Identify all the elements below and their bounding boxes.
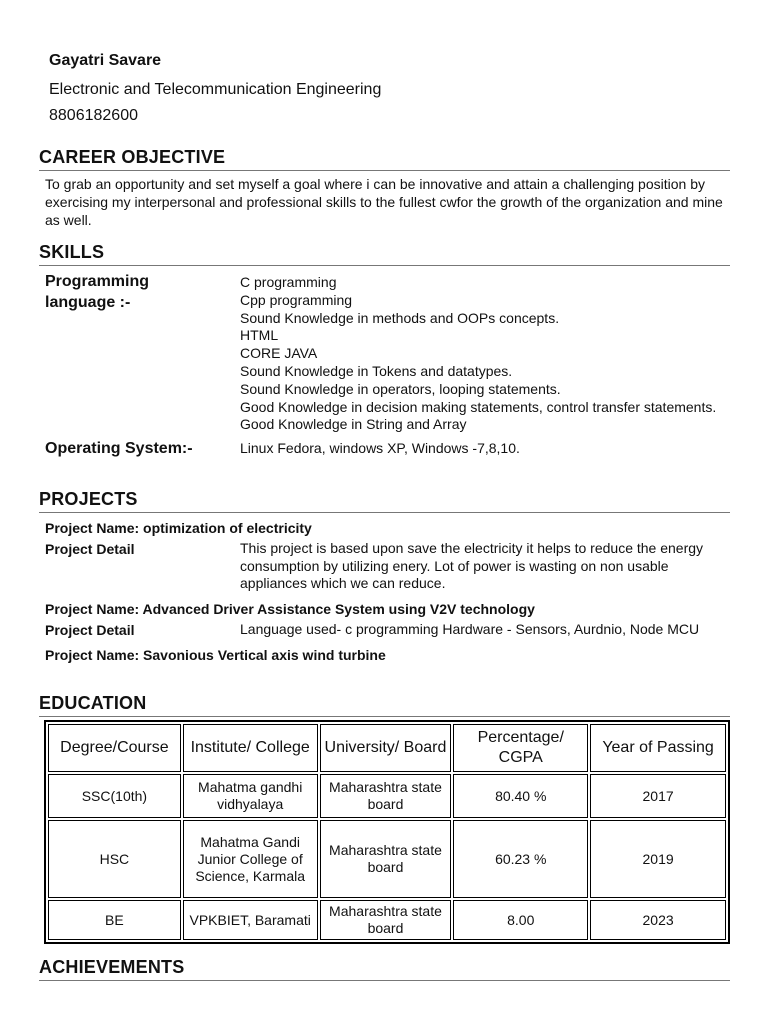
table-cell: BE [48, 900, 181, 940]
candidate-phone: 8806182600 [49, 107, 138, 124]
programming-skills-row [39, 271, 730, 434]
column-header: University/ Board [320, 724, 452, 772]
table-cell: Mahatma gandhi vidhyalaya [183, 774, 318, 818]
achievements-section [39, 956, 730, 981]
skill-item: HTML [240, 327, 279, 344]
table-cell: Maharashtra state board [320, 820, 452, 898]
programming-skill-list [240, 274, 730, 434]
programming-label: Programming language :- [45, 273, 150, 311]
candidate-name: Gayatri Savare [49, 52, 162, 69]
os-value: Linux Fedora, windows XP, Windows -7,8,10. [240, 440, 520, 457]
skill-item: Cpp programming [240, 291, 353, 308]
table-cell: 2019 [590, 820, 726, 898]
project-name: Project Name: optimization of electricity [45, 520, 312, 536]
table-row [48, 774, 726, 818]
skill-item: Sound Knowledge in operators, looping statements. [240, 380, 561, 397]
table-cell: HSC [48, 820, 181, 898]
skill-item: C programming [240, 274, 337, 290]
table-cell: Maharashtra state board [320, 900, 452, 940]
table-cell: VPKBIET, Baramati [183, 900, 318, 940]
project-name: Project Name: Advanced Driver Assistance System using V2V technology [45, 600, 535, 617]
table-cell: Mahatma Gandi Junior College of Science, Karmala [183, 820, 318, 898]
resume-header [49, 50, 381, 126]
column-header: Year of Passing [590, 724, 726, 772]
section-title: EDUCATION [39, 692, 730, 717]
table-cell: SSC(10th) [48, 774, 181, 818]
project-name: Project Name: Savonious Vertical axis wind turbine [45, 646, 386, 663]
project-detail-label: Project Detail [45, 541, 135, 557]
skill-item: Sound Knowledge in methods and OOPs concepts. [240, 309, 560, 326]
skill-item: Good Knowledge in decision making statements, control transfer statements. [240, 398, 717, 415]
operating-system-row [39, 438, 730, 459]
skill-item: CORE JAVA [240, 345, 318, 362]
project-detail-text: Language used- c programming Hardware - Sensors, Aurdnio, Node MCU [240, 620, 700, 637]
career-objective-section [39, 146, 730, 229]
project-detail-row [39, 540, 730, 593]
section-title: CAREER OBJECTIVE [39, 146, 730, 171]
education-section [39, 692, 730, 717]
section-title: SKILLS [39, 241, 730, 266]
project-detail-row [39, 621, 730, 639]
table-cell: 2023 [590, 900, 726, 940]
table-cell: Maharashtra state board [320, 774, 452, 818]
candidate-branch: Electronic and Telecommunication Engineering [49, 81, 382, 98]
section-title: PROJECTS [39, 488, 730, 513]
table-cell: 60.23 % [453, 820, 588, 898]
column-header: Percentage/ CGPA [453, 724, 588, 772]
table-row [48, 900, 726, 940]
table-header-row [48, 724, 726, 772]
project-detail-text: This project is based upon save the electricity it helps to reduce the energy consumption by utilizing enery. Lot of power is wasting on non usable appliances which we can reduce. [240, 540, 704, 591]
table-cell: 8.00 [453, 900, 588, 940]
education-table [44, 720, 730, 944]
skills-section [39, 241, 730, 459]
table-cell: 2017 [590, 774, 726, 818]
section-title: ACHIEVEMENTS [39, 956, 730, 981]
column-header: Degree/Course [48, 724, 181, 772]
os-label: Operating System:- [45, 440, 193, 458]
column-header: Institute/ College [183, 724, 318, 772]
skill-item: Sound Knowledge in Tokens and datatypes. [240, 362, 513, 379]
table-row [48, 820, 726, 898]
skill-item: Good Knowledge in String and Array [240, 416, 467, 433]
projects-section [39, 488, 730, 664]
project-detail-label: Project Detail [45, 621, 135, 638]
career-objective-text: To grab an opportunity and set myself a goal where i can be innovative and attain a challenging position by exercising my interpersonal and professional skills to the fullest cwfor the growth of the organization and mine as well. [45, 176, 723, 228]
table-cell: 80.40 % [453, 774, 588, 818]
